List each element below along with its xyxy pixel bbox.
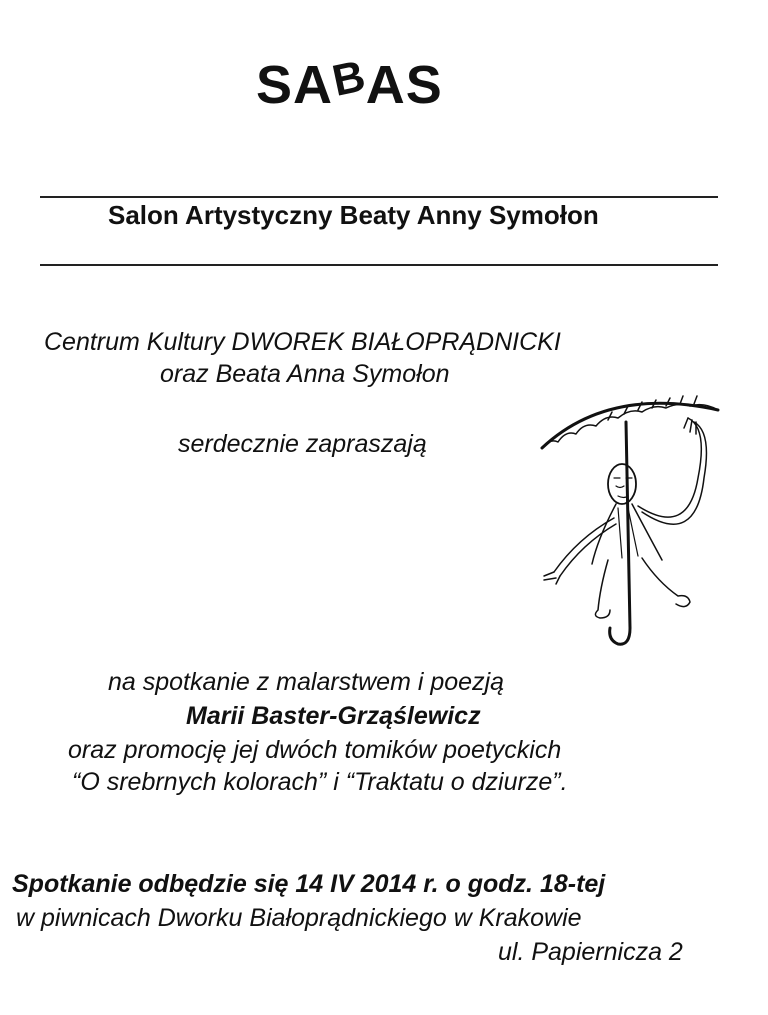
sabas-logo — [256, 51, 443, 115]
event-description: na spotkanie z malarstwem i poezją — [108, 668, 505, 696]
organizer-line: Centrum Kultury DWOREK BIAŁOPRĄDNICKI — [44, 328, 561, 356]
salon-title: Salon Artystyczny Beaty Anny Symołon — [108, 200, 599, 230]
promotion-line: oraz promocję jej dwóch tomików poetyckich — [68, 736, 562, 764]
top-divider — [40, 196, 718, 198]
book-titles: “O srebrnych kolorach” i “Traktatu o dziurze”. — [72, 768, 568, 796]
event-venue: w piwnicach Dworku Białoprądnickiego w Krakowie — [16, 904, 582, 932]
logo-raised-letter: B — [328, 51, 371, 106]
event-address: ul. Papiernicza 2 — [498, 938, 683, 966]
invite-line: serdecznie zapraszają — [178, 430, 427, 458]
logo-part-2: AS — [365, 55, 443, 115]
bottom-divider — [40, 264, 718, 266]
event-date-time: Spotkanie odbędzie się 14 IV 2014 r. o godz. 18-tej — [12, 870, 606, 898]
umbrella-figure-illustration — [538, 388, 722, 650]
co-organizer-line: oraz Beata Anna Symołon — [160, 360, 450, 388]
artist-name: Marii Baster-Grząślewicz — [186, 702, 481, 730]
logo-part-1: SA — [256, 55, 334, 115]
